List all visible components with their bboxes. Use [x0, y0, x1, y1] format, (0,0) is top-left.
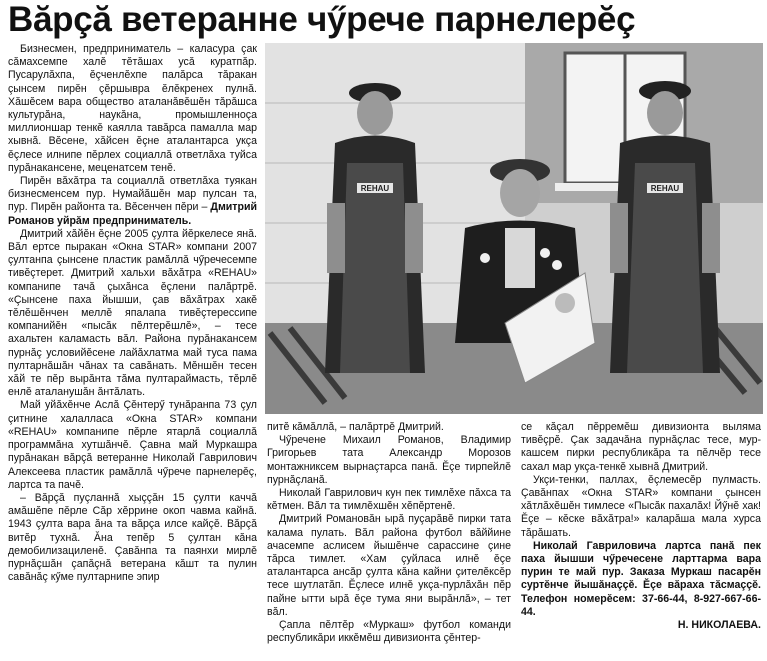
paragraph-bold: Николай Гавриловича лартса панă пек паха йышши чӳречесене ларттарма вара пурин те май пур. Заказа Муркаш пасарĕн суртĕнче йышăнаççĕ. Ĕçе вăраха тăсмаççĕ. Телефон номерĕсем: 37-66-44, 8-927-667-66-44. — [521, 539, 761, 618]
article-column-2 — [267, 421, 511, 661]
article-headline: Вăрçă ветеранне чӳрече парнелерĕç — [8, 0, 636, 39]
paragraph: Укçи-тенки, паллах, ĕçлемесĕр пулмасть. Çавăнпах «Окна STAR» компани çынсен хăтлăхĕшĕн тимлесе «Пысăк пахалăх! Йӳнĕ хак! Ĕçе – кĕске вăхăтра!» каларăша мала хурса тăрăшать. — [521, 473, 761, 539]
paragraph: питĕ кăмăллă, – палăртрĕ Дмитрий. — [267, 421, 444, 433]
paragraph — [8, 175, 257, 228]
paragraph-text: Пирĕн вăхăтра та социаллă ответлăха туякан бизнесменсем пур. Нумайăшĕн мар пулсан та, пур. Пирĕн районта та. Вĕсенчен пĕри – — [8, 175, 257, 214]
paragraph: Чӳречене Михаил Романов, Владимир Григорьев тата Александр Морозов монтажниксем вырнаçтарса панă. Ĕçе тирпейлĕ пурнăçланă. — [267, 434, 511, 486]
paragraph: Çапла пĕлтĕр «Муркаш» футбол команди республикăри иккĕмĕш дивизионта çĕнтер- — [267, 619, 511, 645]
rehau-patch-left: REHAU — [360, 184, 390, 193]
paragraph-bold-text: Дмитрий Романов уйрăм предприниматель. — [8, 201, 257, 227]
paragraph: Николай Гаврилович кун пек тимлĕхе пăхса та кĕтмен. Вăл та тимлĕхшĕн хĕпĕртенĕ. — [267, 487, 511, 513]
author-signature: Н. НИКОЛАЕВА. — [677, 619, 761, 632]
paragraph: Дмитрий хăйĕн ĕçне 2005 çулта йĕркелесе янă. Вăл ертсе пыракан «Окна STAR» компани 2007 çултанпа çынсене пластик рамăллă чӳречесемпе тивĕçтерет. Дмитрий хальхи вăхăтра «REHAU» компанипе тачă çыхăнса ĕçлени палăртрĕ. «Çынсене паха йышши, çав вăхăтрах хакĕ тĕлĕшĕнчен меллĕ япалапа тивĕçтерессипе компанийĕн «пысăк пĕлтерĕшлĕ», – тесе ахальтен каламасть вăл. Района пурăнакансем пурнăç условийĕсене лайăхлатма май туса пама пултарнăшăн чăнах та савăнать. Мĕншĕн тесен хăй те пĕр вырăнта тăма пултараймасть, тĕрлĕ енлĕ аталанушăн ăнтăлать. — [8, 227, 257, 399]
paragraph: – Вăрçă пуçланнă хыççăн 15 çулти каччă амăшĕпе пĕрле Сăр хĕррине окоп чавма кайнă. 1943 çулта вара ăна та вăрçа илсе кайçĕ. Вăрçă витĕр тухнă. Ăна тепĕр 5 çултан кăна демобилизациленĕ. Çавăнпа та паянхи мирлĕ пурнăçшăн çапăçнă ветерана кăшт та пулин савăнăç кӳме пултарнипе эпир — [8, 491, 257, 584]
article-photo — [265, 43, 763, 414]
paragraph: се кăçал пĕрремĕш дивизионта выляма тивĕçрĕ. Çак задачăна пурнăçлас тесе, муркашсем пирки республикăра та пĕлчĕр тесе сахал мар укçа-тенкĕ хывнă Дмитрий. — [521, 421, 761, 473]
rehau-patch-right: REHAU — [650, 184, 680, 193]
paragraph: Май уйăхĕнче Аслă Çĕнтерӳ тунăранпа 73 çул çитнине халалласа «Окна STAR» компани «REHAU» компанипе пĕрле ятарлă социаллă программăна хутшăнчĕ. Çавна май Муркашра пурăнакан вăрçă ветеранне Николай Гаврилович Алексеева пластик рамăллă чӳрече парнелерĕç, лартса та пачĕ. — [8, 399, 257, 491]
paragraph: Дмитрий Романовăн ырă пуçарăвĕ пирки тата калама пулать. Вăл района футбол вăййине ачасемпе аслисем йышĕнче сарассине çине тăрса тимлет. «Хам çуйласа илнĕ ĕçе аталантарса ансăр çулта кăна кайни çителĕксĕр тесе шутлатăп. Ĕçлесе илнĕ укçа-пурлăхăн пĕр пайне ытти ырă ĕçе тума яни вырăнлă», – тет вăл. — [267, 513, 511, 618]
paragraph: Бизнесмен, предприниматель – каласура çак сăмахсемпе халĕ тĕтăшах усă куратпăр. Пусарулăхпа, ĕçченлĕхпе палăрса тăракан çынсем пирĕн çĕршывра ĕлĕкренех пулнă. Хăшĕсем вара общество аталанăвĕшĕн тăрăшса культурăна, наукăна, промышленноçа миллионшар тенкĕ каялла тавăрса памалла мар хывнă. Вĕсене, хăйсен ĕçне аталантарса укçа ĕçлесе илнипе пĕрлех социаллă ответлăха туйса пурăнакансене, меценатсем тенĕ. — [8, 43, 257, 174]
article-column-1 — [8, 43, 257, 661]
article-column-3 — [521, 421, 761, 661]
